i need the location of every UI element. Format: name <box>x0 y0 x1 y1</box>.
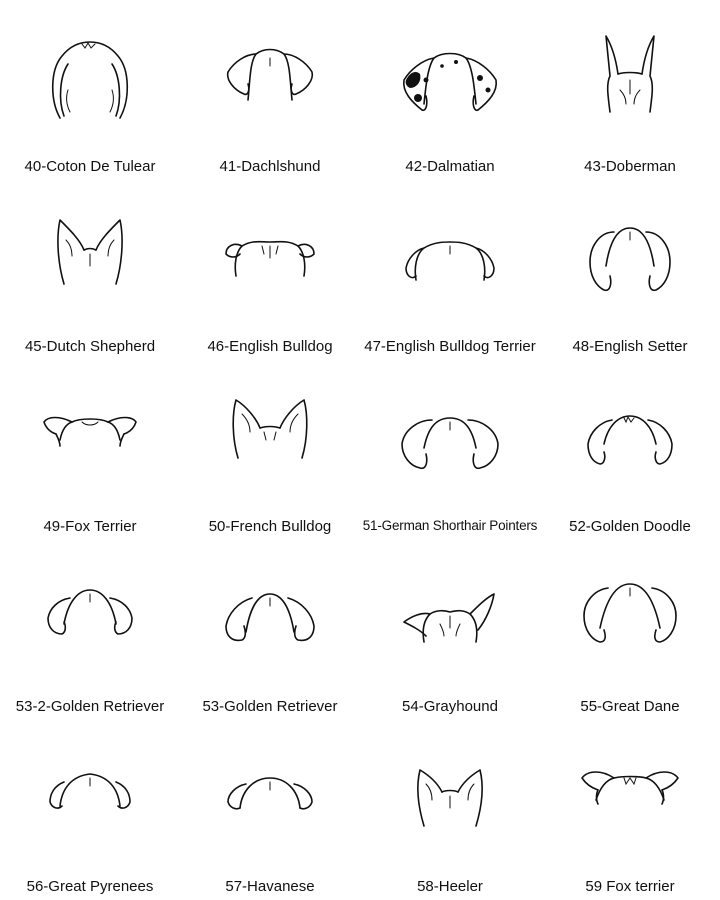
breed-label: 55-Great Dane <box>580 698 680 715</box>
breed-label: 40-Coton De Tulear <box>24 158 156 175</box>
breed-label: 42-Dalmatian <box>405 158 495 175</box>
breed-cell <box>0 540 180 720</box>
breed-label: 57-Havanese <box>225 878 315 895</box>
breed-cell <box>180 0 360 180</box>
doberman-ears-icon <box>540 0 720 180</box>
golden-retriever-2-ears-icon <box>0 540 180 720</box>
breed-cell <box>0 0 180 180</box>
dalmatian-ears-icon <box>360 0 540 180</box>
breed-label: 50-French Bulldog <box>208 518 332 535</box>
breed-cell <box>360 180 540 360</box>
breed-label: 53-Golden Retriever <box>202 698 338 715</box>
breed-cell <box>180 180 360 360</box>
coton-de-tulear-ears-icon <box>0 0 180 180</box>
breed-label: 53-2-Golden Retriever <box>15 698 165 715</box>
breed-cell <box>180 540 360 720</box>
breed-cell <box>540 360 720 540</box>
breed-label: 54-Grayhound <box>402 698 498 715</box>
breed-cell <box>540 540 720 720</box>
breed-cell <box>0 180 180 360</box>
breed-cell <box>0 720 180 900</box>
breed-cell <box>540 720 720 900</box>
breed-label: 41-Dachlshund <box>219 158 321 175</box>
dutch-shepherd-ears-icon <box>0 180 180 360</box>
fox-terrier-2-ears-icon <box>540 720 720 900</box>
breed-cell <box>360 360 540 540</box>
breed-cell <box>540 180 720 360</box>
breed-label: 49-Fox Terrier <box>43 518 137 535</box>
breed-cell <box>360 540 540 720</box>
dachshund-ears-icon <box>180 0 360 180</box>
greyhound-ears-icon <box>360 540 540 720</box>
german-shorthair-pointer-ears-icon <box>360 360 540 540</box>
breed-cell <box>180 720 360 900</box>
breed-label: 51-German Shorthair Pointers <box>362 518 538 533</box>
havanese-ears-icon <box>180 720 360 900</box>
english-bulldog-terrier-ears-icon <box>360 180 540 360</box>
breed-cell <box>360 720 540 900</box>
breed-label: 59 Fox terrier <box>585 878 675 895</box>
breed-cell <box>0 360 180 540</box>
english-bulldog-ears-icon <box>180 180 360 360</box>
heeler-ears-icon <box>360 720 540 900</box>
breed-cell <box>540 0 720 180</box>
breed-label: 46-English Bulldog <box>207 338 333 355</box>
breed-label: 48-English Setter <box>572 338 688 355</box>
golden-doodle-ears-icon <box>540 360 720 540</box>
breed-label: 56-Great Pyrenees <box>26 878 154 895</box>
great-pyrenees-ears-icon <box>0 720 180 900</box>
french-bulldog-ears-icon <box>180 360 360 540</box>
breed-label: 58-Heeler <box>417 878 483 895</box>
great-dane-ears-icon <box>540 540 720 720</box>
breed-label: 43-Doberman <box>584 158 676 175</box>
english-setter-ears-icon <box>540 180 720 360</box>
fox-terrier-ears-icon <box>0 360 180 540</box>
breed-label: 52-Golden Doodle <box>569 518 691 535</box>
breed-label: 47-English Bulldog Terrier <box>364 338 536 355</box>
golden-retriever-ears-icon <box>180 540 360 720</box>
breed-cell <box>360 0 540 180</box>
breed-cell <box>180 360 360 540</box>
breed-label: 45-Dutch Shepherd <box>24 338 156 355</box>
